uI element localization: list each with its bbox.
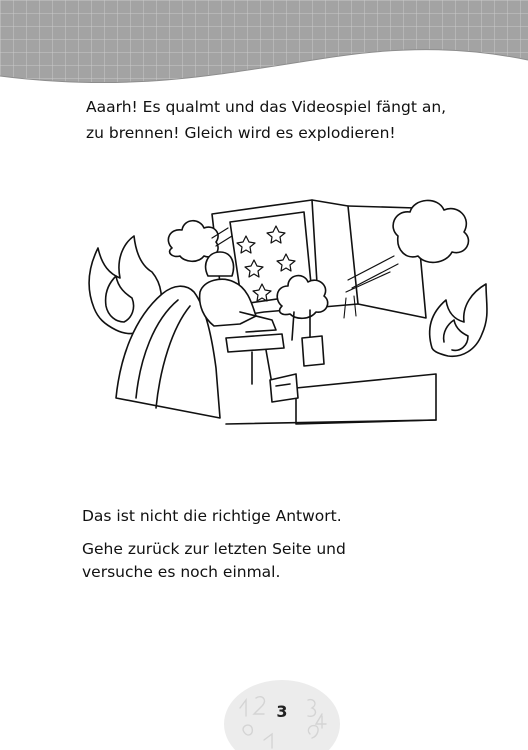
feedback-text [82,504,482,584]
intro-line-2: zu brennen! Gleich wird es explodieren! [86,124,396,142]
feedback-instruction [82,538,482,584]
intro-line-1: Aaarh! Es qualmt und das Videospiel fängt an, [86,98,447,116]
feedback-instruction-line-2: versuche es noch einmal. [82,563,281,581]
page-number: 3 [276,702,288,721]
intro-text [86,94,486,146]
feedback-instruction-line-1: Gehe zurück zur letzten Seite und [82,540,346,558]
feedback-wrong-answer: Das ist nicht die richtige Antwort. [82,507,342,525]
header-grid-band [0,0,528,100]
burning-arcade-machine-icon [76,188,492,428]
